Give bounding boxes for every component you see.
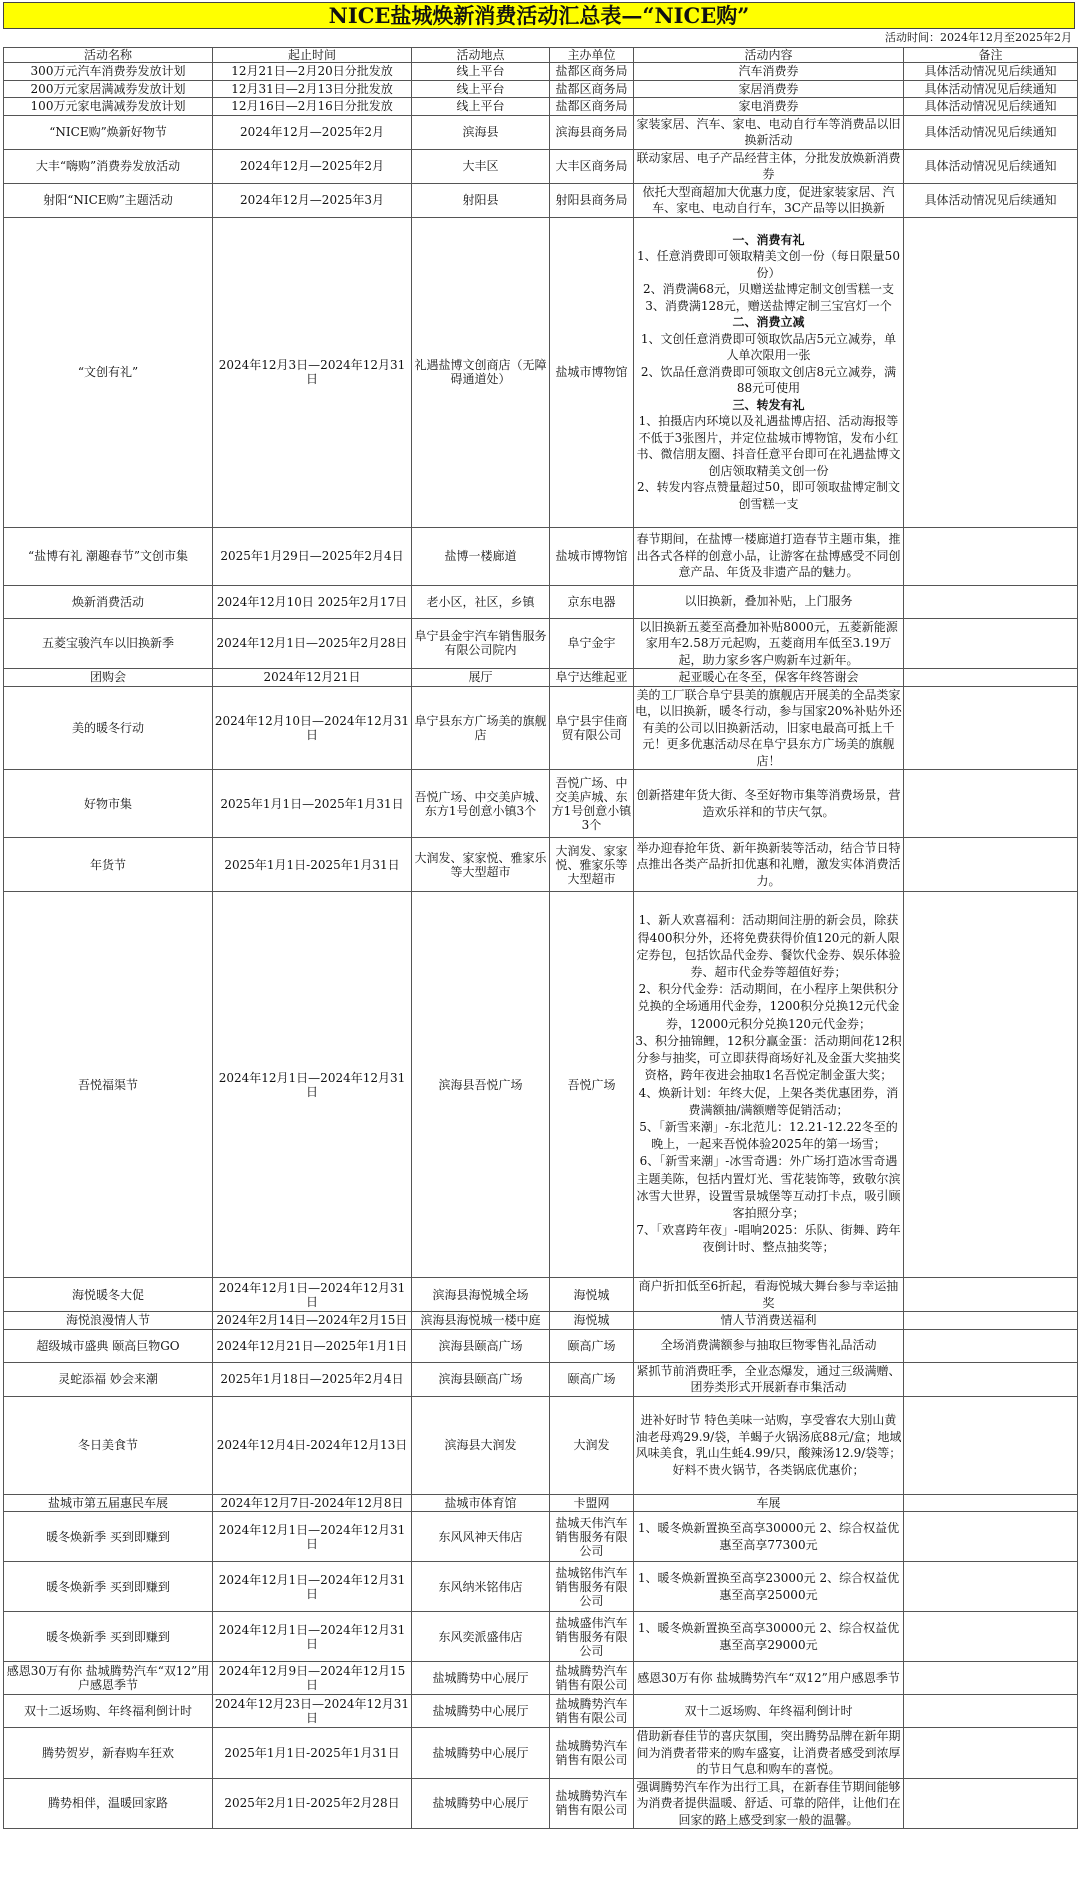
activity-name-cell: 好物市集 xyxy=(4,770,213,838)
activity-name-cell: 感恩30万有你 盐城腾势汽车“双12”用户感恩季节 xyxy=(4,1662,213,1695)
organizer-cell: 大丰区商务局 xyxy=(550,149,634,183)
content-cell: 以旧换新五菱至高叠加补贴8000元，五菱新能源家用车2.58万元起购，五菱商用车低至3.19万起，助力家乡客户购新车过新年。 xyxy=(634,618,904,669)
time-range-cell: 2024年12月1日—2025年2月28日 xyxy=(213,618,412,669)
activity-name-cell: 大丰“嗨购”消费券发放活动 xyxy=(4,149,213,183)
content-cell: 联动家居、电子产品经营主体，分批发放焕新消费券 xyxy=(634,149,904,183)
time-range-cell: 2024年12月9日—2024年12月15日 xyxy=(213,1662,412,1695)
note-cell xyxy=(904,527,1078,585)
table-row xyxy=(4,669,1078,687)
content-line: 3、消费满128元，赠送盐博定制三宝宫灯一个 xyxy=(645,298,892,313)
time-range-cell: 2024年12月4日-2024年12月13日 xyxy=(213,1396,412,1494)
note-cell xyxy=(904,669,1078,687)
activity-name-cell: 腾势相伴，温暖回家路 xyxy=(4,1778,213,1829)
content-cell: 家居消费券 xyxy=(634,80,904,98)
content-subheading: 三、转发有礼 xyxy=(732,397,805,412)
location-cell: 线上平台 xyxy=(412,98,550,116)
organizer-cell: 吾悦广场 xyxy=(550,892,634,1278)
activity-name-cell: “盐博有礼 潮趣春节”文创市集 xyxy=(4,527,213,585)
activity-name-cell: 盐城市第五届惠民车展 xyxy=(4,1494,213,1512)
content-cell: 美的工厂联合阜宁县美的旗舰店开展美的全品类家电，以旧换新，暖冬行动，参与国家20%补贴外还有美的公司以旧换新活动，旧家电最高可抵上千元！更多优惠活动尽在阜宁县东方广场美的旗舰店！ xyxy=(635,687,902,768)
table-row xyxy=(4,80,1078,98)
organizer-cell: 海悦城 xyxy=(550,1312,634,1330)
note-cell xyxy=(904,1662,1078,1695)
content-cell: 进补好时节 特色美味一站购，享受睿农大别山黄油老母鸡29.9/袋，羊蝎子火锅汤底88元/盒；地域风味美食，乳山生蚝4.99/只，酸辣汤12.9/袋等；好料不贵火锅节，各类锅底优惠价； xyxy=(634,1396,904,1494)
content-cell: 创新搭建年货大街、冬至好物市集等消费场景，营造欢乐祥和的节庆气氛。 xyxy=(634,770,904,838)
table-row xyxy=(4,1512,1078,1562)
content-cell: 依托大型商超加大优惠力度，促进家装家居、汽车、家电、电动自行车，3C产品等以旧换新 xyxy=(634,183,904,217)
content-line: 1、新人欢喜福利：活动期间注册的新会员，除获得400积分外，还将免费获得价值120元的新人限定券包，包括饮品代金券、餐饮代金券、娱乐体验券、超市代金券等超值好券； xyxy=(636,913,901,980)
time-range-cell: 2024年2月14日—2024年2月15日 xyxy=(213,1312,412,1330)
location-cell: 滨海县海悦城一楼中庭 xyxy=(412,1312,550,1330)
organizer-cell: 盐城腾势汽车销售有限公司 xyxy=(550,1728,634,1779)
note-cell xyxy=(904,1396,1078,1494)
content-line: 1、文创任意消费即可领取饮品店5元立减券，单人单次限用一张 xyxy=(640,331,897,363)
organizer-cell: 大润发、家家悦、雅家乐等大型超市 xyxy=(550,838,634,892)
location-cell: 东风纳米铭伟店 xyxy=(412,1562,550,1612)
content-cell: 车展 xyxy=(634,1494,904,1512)
activity-name-cell: 超级城市盛典 颐高巨物GO xyxy=(4,1329,213,1362)
organizer-cell: 阜宁达维起亚 xyxy=(550,669,634,687)
table-body xyxy=(4,63,1078,1829)
organizer-cell: 盐城腾势汽车销售有限公司 xyxy=(550,1778,634,1829)
organizer-cell: 卡盟网 xyxy=(550,1494,634,1512)
activity-name-cell: 年货节 xyxy=(4,838,213,892)
header-organizer: 主办单位 xyxy=(550,48,634,63)
organizer-cell: 盐都区商务局 xyxy=(550,80,634,98)
organizer-cell: 盐都区商务局 xyxy=(550,98,634,116)
table-row xyxy=(4,1612,1078,1662)
content-cell: 起亚暖心在冬至，保客年终答谢会 xyxy=(634,669,904,687)
activity-name-cell: 吾悦福渠节 xyxy=(4,892,213,1278)
organizer-cell: 盐城市博物馆 xyxy=(550,217,634,527)
time-range-cell: 2025年1月29日—2025年2月4日 xyxy=(213,527,412,585)
table-row xyxy=(4,1728,1078,1779)
table-row xyxy=(4,686,1078,770)
content-line: 5、「新雪来潮」-东北范儿：12.21-12.22冬至的晚上，一起来吾悦体验2025年的第一场雪； xyxy=(639,1119,898,1152)
header-content: 活动内容 xyxy=(634,48,904,63)
table-row xyxy=(4,115,1078,149)
organizer-cell: 大润发 xyxy=(550,1396,634,1494)
location-cell: 滨海县 xyxy=(412,115,550,149)
content-line: 2、积分代金券：活动期间，在小程序上架供积分兑换的全场通用代金券，1200积分兑换12元代金券，12000元积分兑换120元代金券； xyxy=(637,982,900,1031)
time-range-cell: 12月21日—2月20日分批发放 xyxy=(213,63,412,81)
note-cell: 具体活动情况见后续通知 xyxy=(904,63,1078,81)
content-cell: 家电消费券 xyxy=(634,98,904,116)
time-range-cell: 2024年12月—2025年2月 xyxy=(213,115,412,149)
header-location: 活动地点 xyxy=(412,48,550,63)
note-cell xyxy=(904,1778,1078,1829)
table-row xyxy=(4,183,1078,217)
table-row xyxy=(4,149,1078,183)
note-cell: 具体活动情况见后续通知 xyxy=(904,149,1078,183)
content-cell: 举办迎春抢年货、新年换新装等活动，结合节日特点推出各类产品折扣优惠和礼赠，激发实体消费活力。 xyxy=(634,838,904,892)
activity-name-cell: 双十二返场购、年终福利倒计时 xyxy=(4,1695,213,1728)
activity-name-cell: 暖冬焕新季 买到即赚到 xyxy=(4,1512,213,1562)
activity-name-cell: 团购会 xyxy=(4,669,213,687)
content-line: 4、焕新计划：年终大促，上架各类优惠团券，消费满额抽/满额赠等促销活动； xyxy=(638,1085,899,1117)
time-range-cell: 2024年12月1日—2024年12月31日 xyxy=(213,892,412,1278)
activity-name-cell: 五菱宝骏汽车以旧换新季 xyxy=(4,618,213,669)
table-row xyxy=(4,770,1078,838)
activity-name-cell: 海悦暖冬大促 xyxy=(4,1278,213,1312)
content-subheading: 一、消费有礼 xyxy=(732,232,805,247)
note-cell: 具体活动情况见后续通知 xyxy=(904,98,1078,116)
table-row xyxy=(4,98,1078,116)
time-range-cell: 12月31日—2月13日分批发放 xyxy=(213,80,412,98)
activity-name-cell: 腾势贺岁，新春购车狂欢 xyxy=(4,1728,213,1779)
table-row xyxy=(4,1396,1078,1494)
table-row xyxy=(4,1778,1078,1829)
content-line: 2、转发内容点赞量超过50，即可领取盐博定制文创雪糕一支 xyxy=(637,480,900,511)
time-range-cell: 2025年1月1日—2025年1月31日 xyxy=(213,770,412,838)
table-header-row xyxy=(4,48,1078,63)
organizer-cell: 盐城铭伟汽车销售服务有限公司 xyxy=(550,1562,634,1612)
note-cell xyxy=(904,1494,1078,1512)
location-cell: 礼遇盐博文创商店（无障碍通道处） xyxy=(412,217,550,527)
content-cell: 情人节消费送福利 xyxy=(634,1312,904,1330)
table-row xyxy=(4,892,1078,1278)
organizer-cell: 盐城腾势汽车销售有限公司 xyxy=(550,1695,634,1728)
time-range-cell: 2024年12月1日—2024年12月31日 xyxy=(213,1278,412,1312)
organizer-cell: 盐都区商务局 xyxy=(550,63,634,81)
note-cell xyxy=(904,1362,1078,1396)
table-row xyxy=(4,618,1078,669)
activity-name-cell: 100万元家电满减券发放计划 xyxy=(4,98,213,116)
location-cell: 阜宁县金宇汽车销售服务有限公司院内 xyxy=(412,618,550,669)
time-range-cell: 2025年1月1日-2025年1月31日 xyxy=(213,1728,412,1779)
table-row xyxy=(4,63,1078,81)
location-cell: 盐城腾势中心展厅 xyxy=(412,1662,550,1695)
table-row xyxy=(4,1562,1078,1612)
table-row xyxy=(4,1695,1078,1728)
activity-name-cell: 暖冬焕新季 买到即赚到 xyxy=(4,1612,213,1662)
table-row xyxy=(4,1329,1078,1362)
note-cell xyxy=(904,1562,1078,1612)
note-cell: 具体活动情况见后续通知 xyxy=(904,183,1078,217)
time-range-cell: 2025年1月18日—2025年2月4日 xyxy=(213,1362,412,1396)
table-row xyxy=(4,1662,1078,1695)
location-cell: 老小区，社区，乡镇 xyxy=(412,585,550,618)
content-line: 1、拍摄店内环境以及礼遇盐博店招、活动海报等不低于3张图片，并定位盐城市博物馆，发布小红书、微信朋友圈、抖音任意平台即可在礼遇盐博文创店领取精美文创一份 xyxy=(636,414,901,478)
location-cell: 东风奕派盛伟店 xyxy=(412,1612,550,1662)
content-line: 6、「新雪来潮」-冰雪奇遇：外广场打造冰雪奇遇主题美陈，包括内置灯光、雪花装饰等，致敬尔滨冰雪大世界，设置雪景城堡等互动打卡点，吸引顾客拍照分享； xyxy=(636,1154,901,1220)
note-cell xyxy=(904,770,1078,838)
content-cell: 汽车消费券 xyxy=(634,63,904,81)
header-time-range: 起止时间 xyxy=(213,48,412,63)
note-cell xyxy=(904,1695,1078,1728)
note-cell xyxy=(904,585,1078,618)
content-line: 7、「欢喜跨年夜」-唱响2025：乐队、街舞、跨年夜倒计时、整点抽奖等； xyxy=(636,1223,901,1255)
time-range-cell: 2025年1月1日-2025年1月31日 xyxy=(213,838,412,892)
location-cell: 线上平台 xyxy=(412,80,550,98)
note-cell xyxy=(904,1278,1078,1312)
organizer-cell: 盐城盛伟汽车销售服务有限公司 xyxy=(550,1612,634,1662)
note-cell: 具体活动情况见后续通知 xyxy=(904,115,1078,149)
location-cell: 滨海县吾悦广场 xyxy=(412,892,550,1278)
content-cell: 1、暖冬焕新置换至高享30000元 2、综合权益优惠至高享29000元 xyxy=(634,1612,904,1662)
time-range-cell: 2024年12月21日—2025年1月1日 xyxy=(213,1329,412,1362)
location-cell: 东风风神天伟店 xyxy=(412,1512,550,1562)
content-cell: 双十二返场购、年终福利倒计时 xyxy=(634,1695,904,1728)
table-row xyxy=(4,1278,1078,1312)
content-cell: 感恩30万有你 盐城腾势汽车“双12”用户感恩季节 xyxy=(634,1662,904,1695)
organizer-cell: 阜宁金宇 xyxy=(550,618,634,669)
time-range-cell: 2024年12月—2025年3月 xyxy=(213,183,412,217)
content-cell: 强调腾势汽车作为出行工具，在新春佳节期间能够为消费者提供温暖、舒适、可靠的陪伴，让他们在回家的路上感受到家一般的温馨。 xyxy=(634,1778,904,1829)
organizer-cell: 射阳县商务局 xyxy=(550,183,634,217)
note-cell xyxy=(904,686,1078,770)
time-range-cell: 2024年12月1日—2024年12月31日 xyxy=(213,1612,412,1662)
time-range-cell: 2025年2月1日-2025年2月28日 xyxy=(213,1778,412,1829)
time-range-cell: 2024年12月3日—2024年12月31日 xyxy=(213,217,412,527)
activity-name-cell: 灵蛇添福 妙会来潮 xyxy=(4,1362,213,1396)
location-cell: 滨海县颐高广场 xyxy=(412,1362,550,1396)
note-cell xyxy=(904,1329,1078,1362)
location-cell: 阜宁县东方广场美的旗舰店 xyxy=(412,686,550,770)
header-activity-name: 活动名称 xyxy=(4,48,213,63)
location-cell: 线上平台 xyxy=(412,63,550,81)
activity-time-label: 活动时间：2024年12月至2025年2月 xyxy=(885,31,1072,44)
note-cell xyxy=(904,1512,1078,1562)
content-line: 1、任意消费即可领取精美文创一份（每日限量50份） xyxy=(637,249,900,280)
time-range-cell: 2024年12月10日—2024年12月31日 xyxy=(213,686,412,770)
organizer-cell: 盐城天伟汽车销售服务有限公司 xyxy=(550,1512,634,1562)
time-range-cell: 2024年12月—2025年2月 xyxy=(213,149,412,183)
organizer-cell: 颐高广场 xyxy=(550,1362,634,1396)
header-note: 备注 xyxy=(904,48,1078,63)
location-cell: 射阳县 xyxy=(412,183,550,217)
time-range-cell: 2024年12月10日 2025年2月17日 xyxy=(213,585,412,618)
table-row xyxy=(4,1494,1078,1512)
activity-name-cell: “文创有礼” xyxy=(4,217,213,527)
organizer-cell: 海悦城 xyxy=(550,1278,634,1312)
activity-name-cell: 海悦浪漫情人节 xyxy=(4,1312,213,1330)
content-cell: 以旧换新，叠加补贴，上门服务 xyxy=(634,585,904,618)
sheet-title: NICE盐城焕新消费活动汇总表—“NICE购” xyxy=(3,2,1075,29)
table-row xyxy=(4,585,1078,618)
activity-name-cell: 300万元汽车消费券发放计划 xyxy=(4,63,213,81)
note-cell xyxy=(904,1612,1078,1662)
table-row xyxy=(4,1312,1078,1330)
note-cell xyxy=(904,1728,1078,1779)
note-cell xyxy=(904,217,1078,527)
location-cell: 盐城腾势中心展厅 xyxy=(412,1695,550,1728)
table-row xyxy=(4,217,1078,527)
activity-table xyxy=(3,47,1078,1829)
location-cell: 滨海县海悦城全场 xyxy=(412,1278,550,1312)
location-cell: 展厅 xyxy=(412,669,550,687)
organizer-cell: 盐城市博物馆 xyxy=(550,527,634,585)
content-line: 3、积分抽锦鲤，12积分赢金蛋：活动期间花12积分参与抽奖，可立即获得商场好礼及金蛋大奖抽奖资格，跨年夜进会抽取1名吾悦定制金蛋大奖； xyxy=(635,1033,902,1083)
note-cell xyxy=(904,838,1078,892)
activity-name-cell: 暖冬焕新季 买到即赚到 xyxy=(4,1562,213,1612)
activity-name-cell: 冬日美食节 xyxy=(4,1396,213,1494)
time-range-cell: 2024年12月23日—2024年12月31日 xyxy=(213,1695,412,1728)
content-subheading: 二、消费立减 xyxy=(732,315,805,330)
organizer-cell: 阜宁县宇佳商贸有限公司 xyxy=(550,686,634,770)
organizer-cell: 盐城腾势汽车销售有限公司 xyxy=(550,1662,634,1695)
content-cell: 家装家居、汽车、家电、电动自行车等消费品以旧换新活动 xyxy=(634,115,904,149)
content-cell: 全场消费满额参与抽取巨物零售礼品活动 xyxy=(634,1329,904,1362)
note-cell xyxy=(904,892,1078,1278)
time-range-cell: 2024年12月21日 xyxy=(213,669,412,687)
location-cell: 滨海县颐高广场 xyxy=(412,1329,550,1362)
content-cell: 1、暖冬焕新置换至高享23000元 2、综合权益优惠至高享25000元 xyxy=(634,1562,904,1612)
content-cell: 1、暖冬焕新置换至高享30000元 2、综合权益优惠至高享77300元 xyxy=(634,1512,904,1562)
table-row xyxy=(4,527,1078,585)
content-line: 2、消费满68元，贝赠送盐博定制文创雪糕一支 xyxy=(643,282,894,297)
note-cell: 具体活动情况见后续通知 xyxy=(904,80,1078,98)
table-row xyxy=(4,838,1078,892)
content-cell xyxy=(634,892,904,1278)
table-row xyxy=(4,1362,1078,1396)
time-range-cell: 2024年12月1日—2024年12月31日 xyxy=(213,1512,412,1562)
content-cell: 春节期间，在盐博一楼廊道打造春节主题市集，推出各式各样的创意小品，让游客在盐博感受不同创意产品、年货及非遗产品的魅力。 xyxy=(634,527,904,585)
content-cell: 借助新春佳节的喜庆氛围，突出腾势品牌在新年期间为消费者带来的购车盛宴，让消费者感受到浓厚的节日气息和购车的喜悦。 xyxy=(634,1728,904,1779)
time-range-cell: 2024年12月1日—2024年12月31日 xyxy=(213,1562,412,1612)
note-cell xyxy=(904,1312,1078,1330)
location-cell: 盐城腾势中心展厅 xyxy=(412,1728,550,1779)
activity-name-cell: 射阳“NICE购”主题活动 xyxy=(4,183,213,217)
activity-name-cell: 焕新消费活动 xyxy=(4,585,213,618)
organizer-cell: 颐高广场 xyxy=(550,1329,634,1362)
activity-name-cell: 美的暖冬行动 xyxy=(4,686,213,770)
location-cell: 盐城腾势中心展厅 xyxy=(412,1778,550,1829)
time-range-cell: 12月16日—2月16日分批发放 xyxy=(213,98,412,116)
location-cell: 大丰区 xyxy=(412,149,550,183)
organizer-cell: 京东电器 xyxy=(550,585,634,618)
content-cell xyxy=(634,217,904,527)
activity-name-cell: “NICE购”焕新好物节 xyxy=(4,115,213,149)
location-cell: 吾悦广场、中交美庐城、东方1号创意小镇3个 xyxy=(412,770,550,838)
activity-name-cell: 200万元家居满减券发放计划 xyxy=(4,80,213,98)
content-cell: 商户折扣低至6折起，看海悦城大舞台参与幸运抽奖 xyxy=(634,1278,904,1312)
organizer-cell: 吾悦广场、中交美庐城、东方1号创意小镇3个 xyxy=(550,770,634,838)
location-cell: 滨海县大润发 xyxy=(412,1396,550,1494)
content-cell: 紧抓节前消费旺季，全业态爆发，通过三级满赠、团券类形式开展新春市集活动 xyxy=(634,1362,904,1396)
location-cell: 大润发、家家悦、雅家乐等大型超市 xyxy=(412,838,550,892)
time-range-cell: 2024年12月7日-2024年12月8日 xyxy=(213,1494,412,1512)
organizer-cell: 滨海县商务局 xyxy=(550,115,634,149)
location-cell: 盐城市体育馆 xyxy=(412,1494,550,1512)
location-cell: 盐博一楼廊道 xyxy=(412,527,550,585)
content-line: 2、饮品任意消费即可领取文创店8元立减券，满88元可使用 xyxy=(640,364,897,396)
note-cell xyxy=(904,618,1078,669)
